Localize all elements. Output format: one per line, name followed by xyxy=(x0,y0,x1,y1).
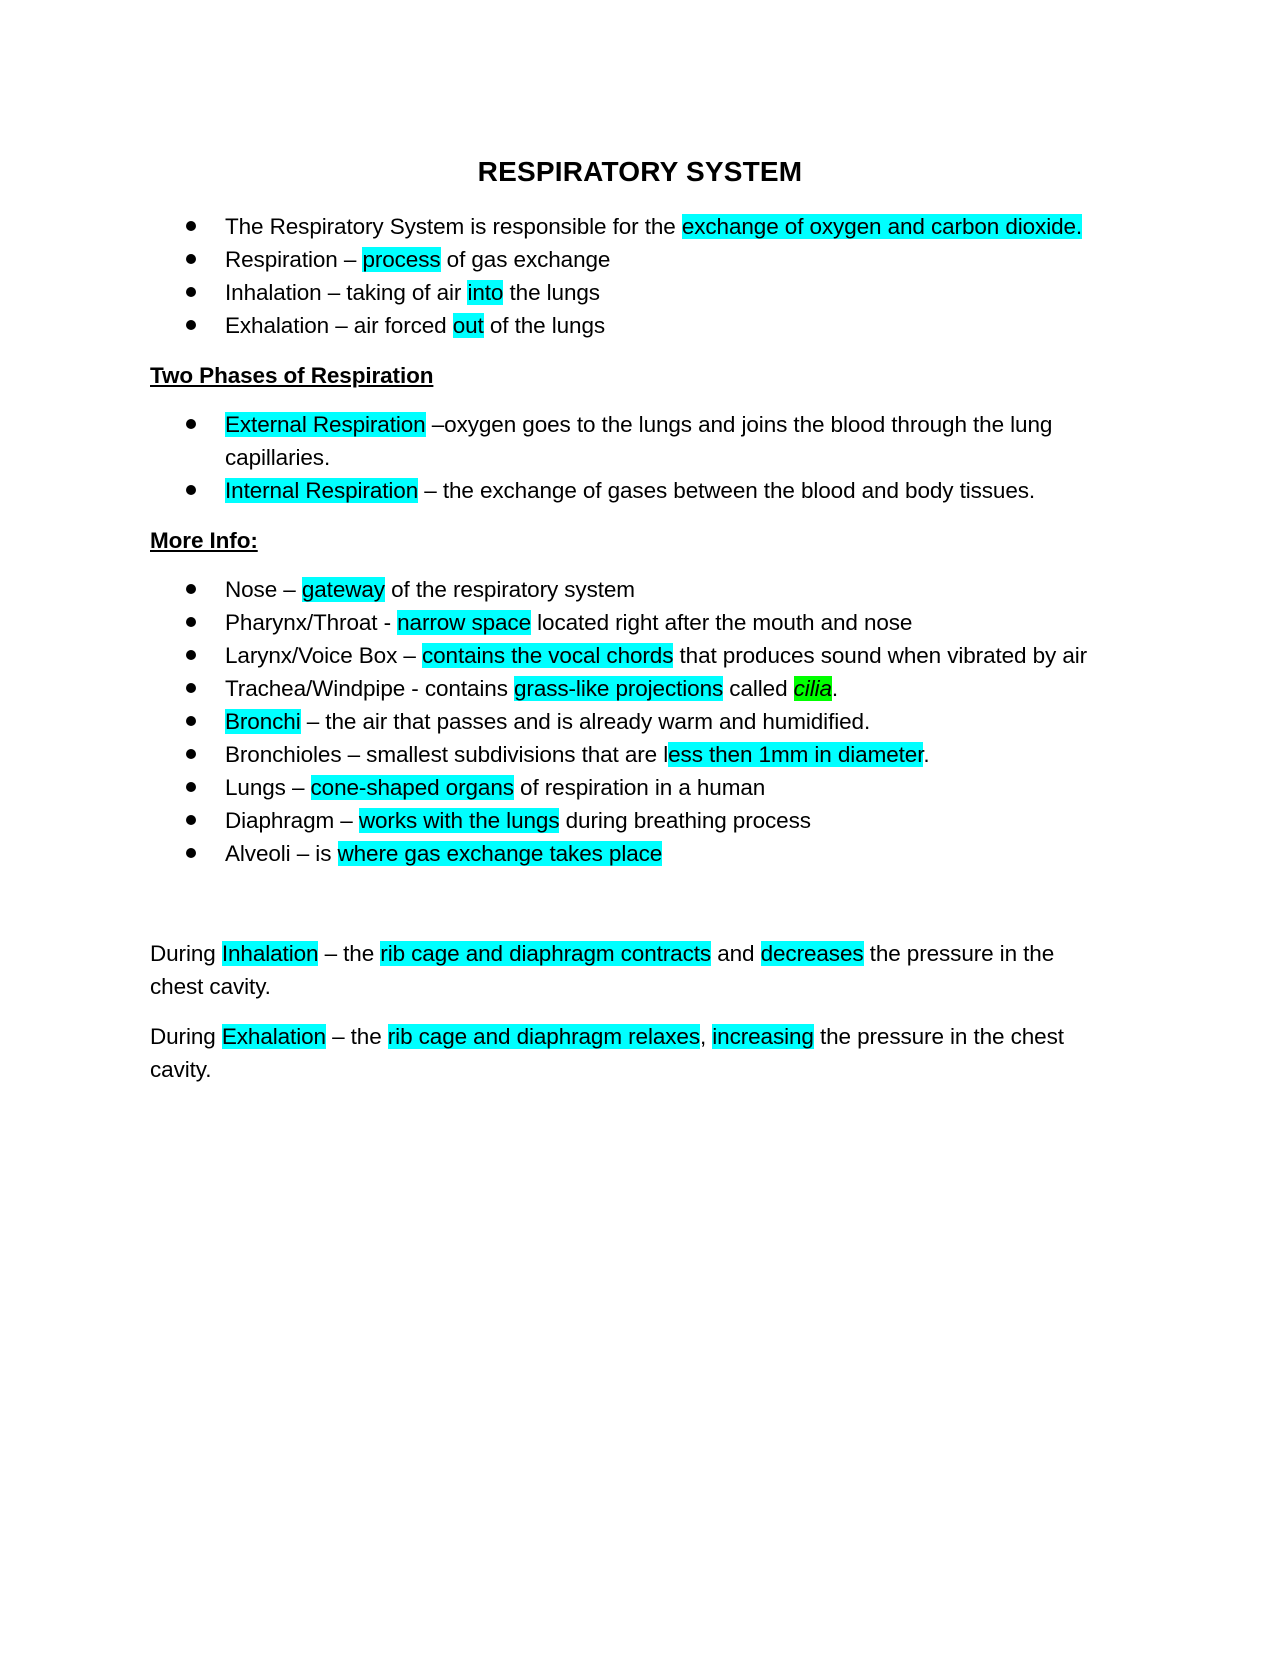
list-item: Trachea/Windpipe - contains grass-like projections called cilia. xyxy=(225,676,839,701)
list-item: Exhalation – air forced out of the lungs xyxy=(225,313,606,338)
bullet-icon xyxy=(186,485,196,495)
bullet-icon xyxy=(186,782,196,792)
list-item: Diaphragm – works with the lungs during breathing process xyxy=(225,808,811,833)
bullet-icon xyxy=(186,716,196,726)
bullet-icon xyxy=(186,815,196,825)
bullet-icon xyxy=(186,848,196,858)
bullet-icon xyxy=(186,617,196,627)
list-item: The Respiratory System is responsible for the exchange of oxygen and carbon dioxide. xyxy=(225,214,1083,239)
paragraph-inhalation-continuation: chest cavity. xyxy=(150,974,271,999)
list-item: Bronchioles – smallest subdivisions that are less then 1mm in diameter. xyxy=(225,742,930,767)
paragraph-exhalation: During Exhalation – the rib cage and diaphragm relaxes, increasing the pressure in the chest xyxy=(150,1024,1064,1049)
section-heading-phases: Two Phases of Respiration xyxy=(150,363,434,388)
bullet-icon xyxy=(186,320,196,330)
list-item: Inhalation – taking of air into the lungs xyxy=(225,280,600,305)
bullet-icon xyxy=(186,749,196,759)
list-item: Nose – gateway of the respiratory system xyxy=(225,577,635,602)
paragraph-inhalation: During Inhalation – the rib cage and diaphragm contracts and decreases the pressure in the xyxy=(150,941,1055,966)
list-item: Bronchi – the air that passes and is already warm and humidified. xyxy=(225,709,871,734)
list-item-continuation: capillaries. xyxy=(225,445,331,470)
bullet-icon xyxy=(186,254,196,264)
list-item: Internal Respiration – the exchange of gases between the blood and body tissues. xyxy=(225,478,1036,503)
bullet-icon xyxy=(186,287,196,297)
bullet-icon xyxy=(186,419,196,429)
list-item: Lungs – cone-shaped organs of respiration in a human xyxy=(225,775,766,800)
bullet-icon xyxy=(186,584,196,594)
list-item: Respiration – process of gas exchange xyxy=(225,247,611,272)
list-item: Pharynx/Throat - narrow space located right after the mouth and nose xyxy=(225,610,913,635)
paragraph-exhalation-continuation: cavity. xyxy=(150,1057,212,1082)
list-item: Larynx/Voice Box – contains the vocal chords that produces sound when vibrated by air xyxy=(225,643,1088,668)
bullet-icon xyxy=(186,650,196,660)
list-item: External Respiration –oxygen goes to the lungs and joins the blood through the lung xyxy=(225,412,1053,437)
bullet-icon xyxy=(186,221,196,231)
section-heading-more-info: More Info: xyxy=(150,528,258,553)
list-item: Alveoli – is where gas exchange takes place xyxy=(225,841,663,866)
page-title: RESPIRATORY SYSTEM xyxy=(477,156,803,187)
bullet-icon xyxy=(186,683,196,693)
